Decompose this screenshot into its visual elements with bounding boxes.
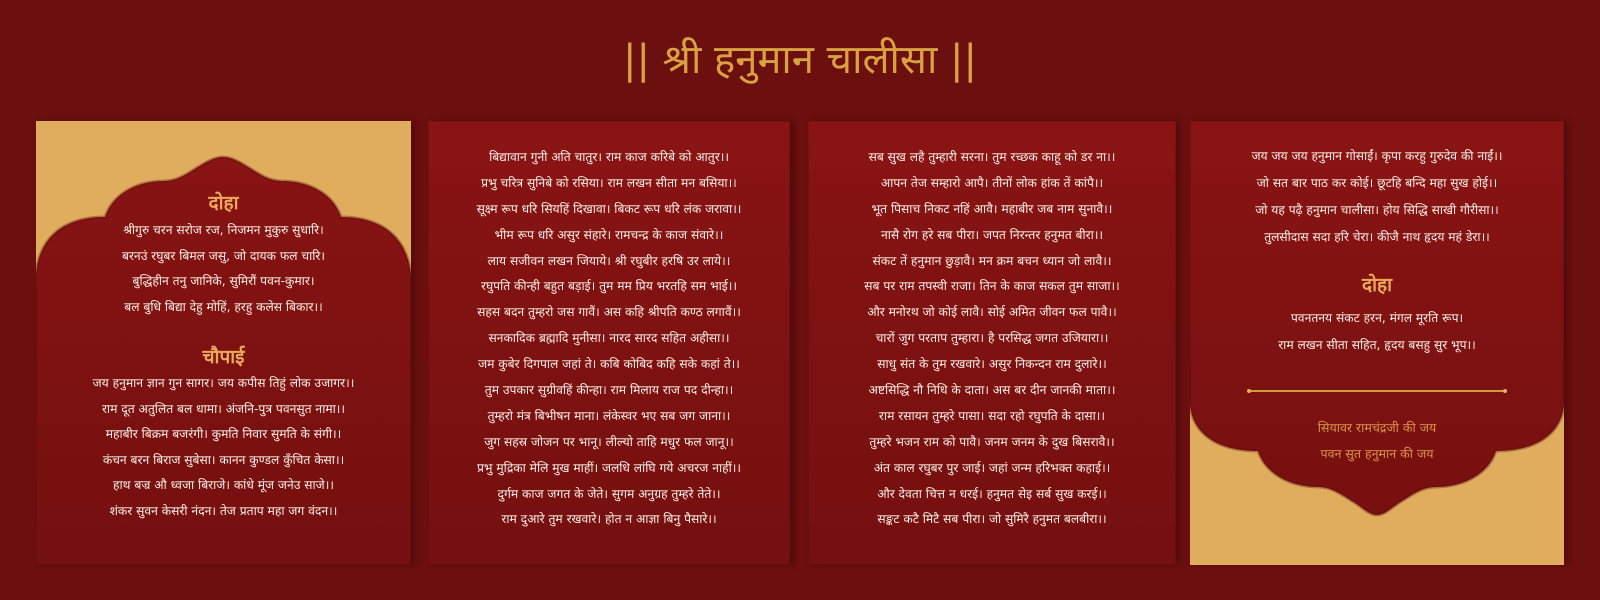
- verse-line: राम दूत अतुलित बल धामा। अंजनि-पुत्र पवनसुत नामा।।: [101, 401, 346, 416]
- doha-heading: दोहा: [1361, 274, 1393, 296]
- verse-line: भूत पिसाच निकट नहिं आवै। महाबीर जब नाम सुनावै।।: [871, 201, 1113, 216]
- panel-chaupai-2: [428, 121, 790, 565]
- verse-line: बिद्यावान गुनी अति चातुर। राम काज करिबे को आतुर।।: [489, 150, 729, 164]
- verse-line: साधु संत के तुम रखवारे। असुर निकन्दन राम दुलारे।।: [877, 357, 1107, 372]
- verse-line: राम रसायन तुम्हरे पासा। सदा रहो रघुपति के दासा।।: [878, 408, 1106, 423]
- verse-line: अष्टसिद्धि नौ निधि के दाता। अस बर दीन जानकी माता।।: [868, 383, 1116, 398]
- verse-line: तुम्हरे भजन राम को पावै। जनम जनम के दुख बिसरावै।।: [869, 434, 1115, 449]
- chaupai-heading: चौपाई: [202, 346, 245, 368]
- ornamental-divider: [1251, 390, 1503, 392]
- verse-line: कंचन बरन बिराज सुबेसा। कानन कुण्डल कुँचित केसा।।: [102, 452, 345, 467]
- verse-line: भीम रूप धरि असुर संहारे। रामचन्द्र के काज संवारे।।: [494, 227, 724, 242]
- verse-line: जुग सहस्र जोजन पर भानू। लील्यो ताहि मधुर फल जानू।।: [484, 434, 734, 449]
- doha-verses: [1190, 305, 1564, 359]
- closing-verses: [1190, 143, 1564, 251]
- verse-line: जो सत बार पाठ कर कोई। छूटहि बन्दि महा सुख होई।।: [1256, 176, 1498, 190]
- verse-line: श्रीगुरु चरन सरोज रज, निजमन मुकुरु सुधारि।: [123, 223, 324, 237]
- verse-line: महाबीर बिक्रम बजरंगी। कुमति निवार सुमति के संगी।।: [105, 427, 342, 441]
- page-title: || श्री हनुमान चालीसा ||: [622, 37, 977, 83]
- panel-doha-chaupai: [36, 121, 411, 565]
- verse-line: जो यह पढ़ै हनुमान चालीसा। होय सिद्धि साखी गौरीसा।।: [1255, 203, 1499, 217]
- verse-line: जय हनुमान ज्ञान गुन सागर। जय कपीस तिहुं लोक उजागर।।: [92, 376, 355, 390]
- verse-line: प्रभु मुद्रिका मेलि मुख माहीं। जलधि लांघि गये अचरज नाहीं।।: [477, 460, 741, 475]
- jaikara-line: पवन सुत हनुमान की जय: [1320, 446, 1434, 461]
- verse-line: बल बुधि बिद्या देहु मोहिं, हरहु कलेस बिकार।।: [124, 299, 323, 314]
- panel-closing: [1190, 121, 1564, 565]
- verse-line: लाय सजीवन लखन जियाये। श्री रघुबीर हरषि उर लाये।।: [487, 253, 731, 268]
- verse-line: राम दुआरे तुम रखवारे। होत न आज्ञा बिनु पैसारे।।: [501, 512, 717, 527]
- verse-line: हाथ बज्र औ ध्वजा बिराजे। कांधे मूंज जनेउ साजे।।: [113, 478, 334, 492]
- verse-line: तुम्हरो मंत्र बिभीषन माना। लंकेस्वर भए सब जग जाना।।: [487, 408, 731, 423]
- verse-line: राम लखन सीता सहित, हृदय बसहु सुर भूप।।: [1278, 338, 1476, 352]
- chaupai-verses: [36, 371, 411, 524]
- verse-line: जय जय जय हनुमान गोसाईं। कृपा करहु गुरुदेव की नाईं।।: [1251, 149, 1503, 163]
- doha-verses: [36, 218, 411, 320]
- verse-line: शंकर सुवन केसरी नंदन। तेज प्रताप महा जग वंदन।।: [109, 503, 338, 518]
- panel-chaupai-3: [808, 121, 1176, 565]
- verse-line: पवनतनय संकट हरन, मंगल मूरति रूप।: [1290, 311, 1464, 325]
- verse-line: रघुपति कीन्ही बहुत बड़ाई। तुम मम प्रिय भरतहि सम भाई।।: [480, 279, 738, 294]
- verse-line: जम कुबेर दिगपाल जहां ते। कबि कोबिद कहि सके कहां ते।।: [478, 357, 740, 372]
- verse-line: और देवता चित्त न धरई। हनुमत सेइ सर्ब सुख करई।।: [877, 486, 1107, 501]
- verse-line: प्रभु चरित्र सुनिबे को रसिया। राम लखन सीता मन बसिया।।: [481, 175, 737, 190]
- jaikara-line: सियावर रामचंद्रजी की जय: [1317, 420, 1437, 435]
- verse-line: सब पर राम तपस्वी राजा। तिन के काज सकल तुम साजा।।: [864, 279, 1120, 294]
- verse-line: सङ्कट कटै मिटै सब पीरा। जो सुमिरै हनुमत बलबीरा।।: [877, 512, 1107, 527]
- chaupai-verses: [808, 145, 1176, 533]
- verse-line: सब सुख लहै तुम्हारी सरना। तुम रच्छक काहू को डर ना।।: [868, 150, 1116, 164]
- verse-line: और मनोरथ जो कोई लावै। सोई अमित जीवन फल पावै।।: [867, 305, 1117, 320]
- verse-line: संकट तें हनुमान छुड़ावै। मन क्रम बचन ध्यान जो लावै।।: [872, 253, 1112, 268]
- verse-line: आपन तेज सम्हारो आपै। तीनों लोक हांक तें कांपै।।: [880, 175, 1104, 190]
- verse-line: नासै रोग हरे सब पीरा। जपत निरन्तर हनुमत बीरा।।: [880, 227, 1104, 242]
- verse-line: सूक्ष्म रूप धरि सियहिं दिखावा। बिकट रूप धरि लंक जरावा।।: [476, 201, 742, 216]
- verse-line: सनकादिक ब्रह्मादि मुनीसा। नारद सारद सहित अहीसा।।: [488, 331, 730, 346]
- verse-line: तुलसीदास सदा हरि चेरा। कीजै नाथ हृदय महं डेरा।।: [1264, 230, 1490, 244]
- verse-line: दुर्गम काज जगत के जेते। सुगम अनुग्रह तुम्हरे तेते।।: [497, 486, 721, 501]
- verse-line: चारों जुग परताप तुम्हारा। है परसिद्ध जगत उजियारा।।: [875, 331, 1109, 346]
- chaupai-verses: [428, 145, 790, 533]
- verse-line: तुम उपकार सुग्रीवहिं कीन्हा। राम मिलाय राज पद दीन्हा।।: [484, 383, 734, 398]
- verse-line: बुद्धिहीन तनु जानिके, सुमिरौं पवन-कुमार।: [132, 274, 315, 288]
- verse-line: सहस बदन तुम्हरो जस गावैं। अस कहि श्रीपति कण्ठ लगावैं।।: [477, 305, 741, 320]
- verse-line: अंत काल रघुबर पुर जाई। जहां जन्म हरिभक्त कहाई।।: [873, 460, 1111, 475]
- verse-line: बरनउं रघुबर बिमल जसु, जो दायक फल चारि।: [121, 248, 326, 263]
- doha-heading: दोहा: [208, 192, 239, 214]
